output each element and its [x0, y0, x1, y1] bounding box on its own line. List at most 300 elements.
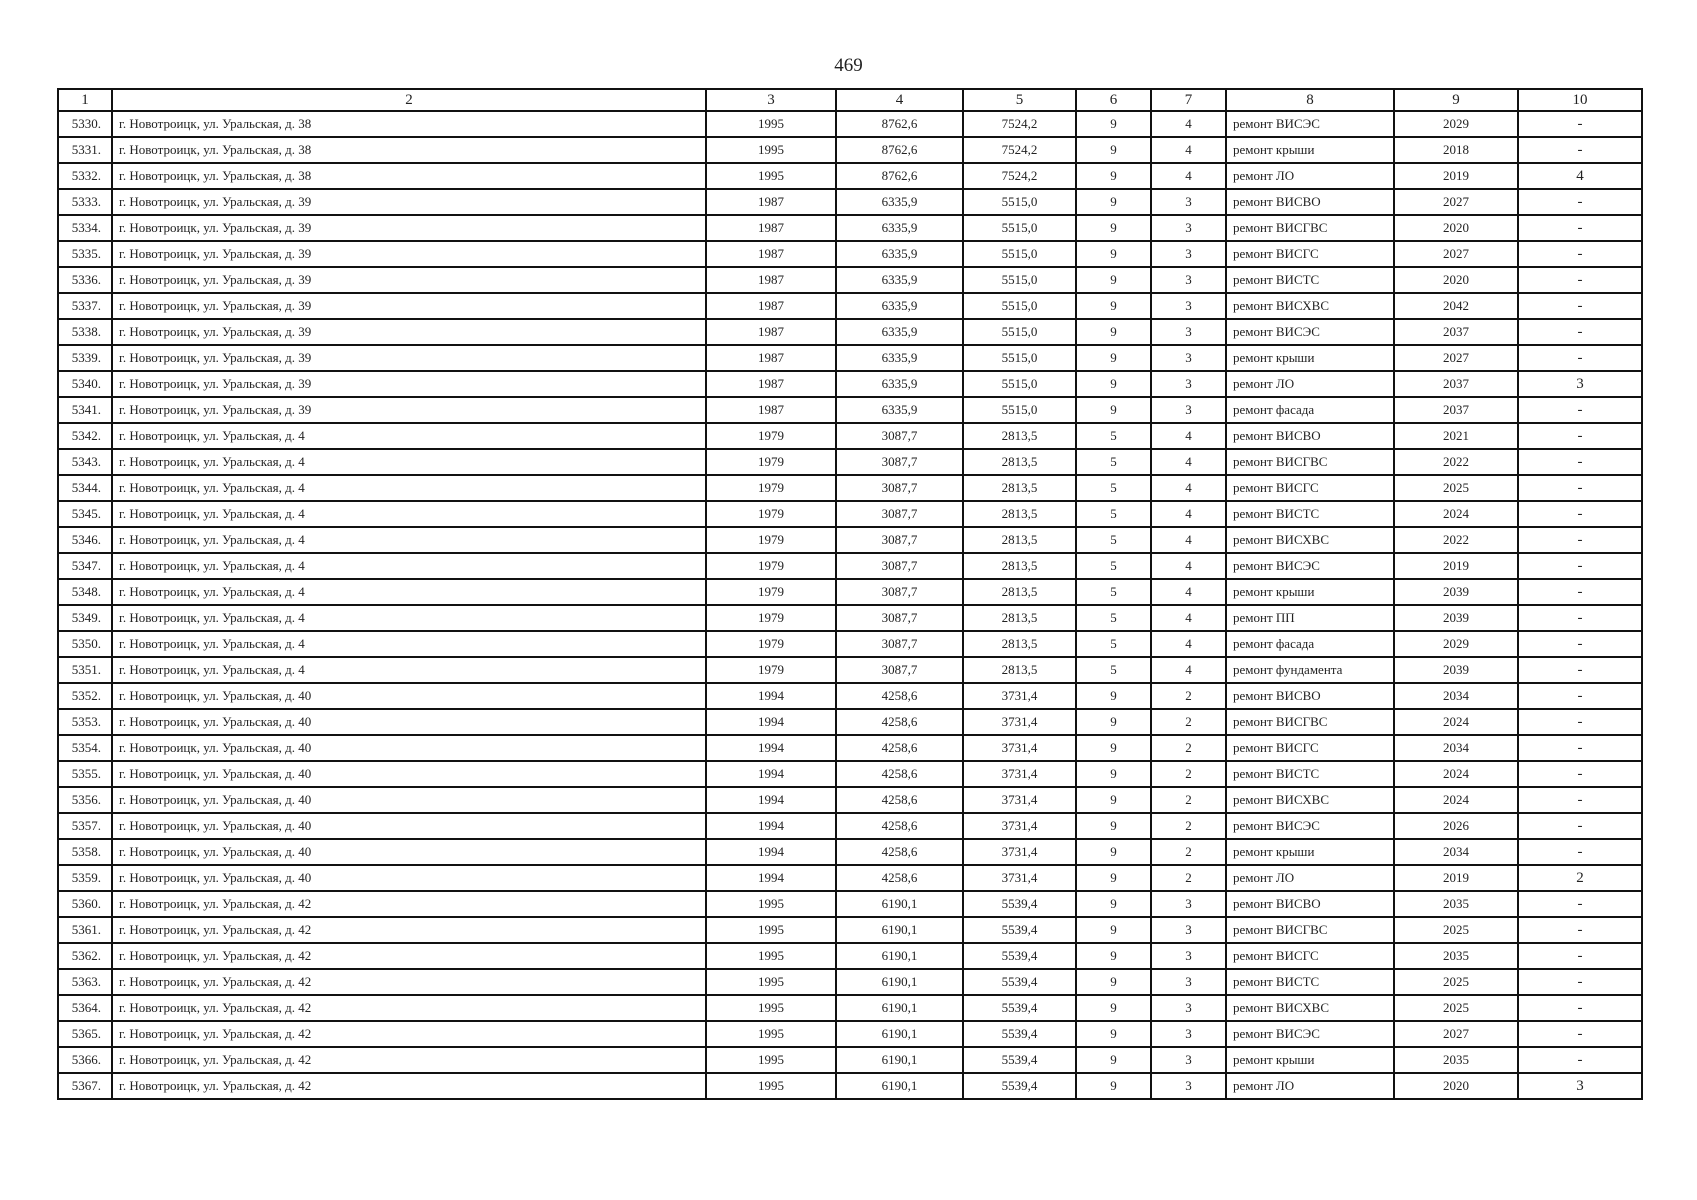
- planned-year-cell: 2024: [1394, 787, 1518, 813]
- floors-cell: 9: [1076, 241, 1151, 267]
- total-area-cell: 6190,1: [836, 1021, 963, 1047]
- floors-cell: 5: [1076, 501, 1151, 527]
- floors-cell: 9: [1076, 813, 1151, 839]
- count-cell: -: [1518, 189, 1642, 215]
- living-area-cell: 5539,4: [963, 891, 1076, 917]
- entrances-cell: 3: [1151, 241, 1226, 267]
- count-cell: -: [1518, 1047, 1642, 1073]
- planned-year-cell: 2022: [1394, 527, 1518, 553]
- living-area-cell: 2813,5: [963, 657, 1076, 683]
- table-row: [58, 345, 1642, 371]
- year-cell: 1979: [706, 475, 836, 501]
- table-row: [58, 761, 1642, 787]
- total-area-cell: 4258,6: [836, 787, 963, 813]
- year-cell: 1995: [706, 111, 836, 137]
- table-row: [58, 839, 1642, 865]
- floors-cell: 5: [1076, 657, 1151, 683]
- work-type-cell: ремонт ВИСЭС: [1226, 813, 1394, 839]
- entrances-cell: 3: [1151, 267, 1226, 293]
- entrances-cell: 4: [1151, 163, 1226, 189]
- row-number-cell: 5334.: [58, 215, 112, 241]
- entrances-cell: 3: [1151, 371, 1226, 397]
- column-header: 9: [1394, 89, 1518, 111]
- floors-cell: 9: [1076, 943, 1151, 969]
- total-area-cell: 6190,1: [836, 1073, 963, 1099]
- work-type-cell: ремонт ЛО: [1226, 1073, 1394, 1099]
- table-row: [58, 501, 1642, 527]
- table-row: [58, 371, 1642, 397]
- address-cell: г. Новотроицк, ул. Уральская, д. 42: [112, 1021, 706, 1047]
- floors-cell: 9: [1076, 267, 1151, 293]
- work-type-cell: ремонт фасада: [1226, 397, 1394, 423]
- table-row: [58, 995, 1642, 1021]
- address-cell: г. Новотроицк, ул. Уральская, д. 4: [112, 657, 706, 683]
- year-cell: 1994: [706, 839, 836, 865]
- year-cell: 1994: [706, 735, 836, 761]
- count-cell: -: [1518, 501, 1642, 527]
- total-area-cell: 6335,9: [836, 345, 963, 371]
- year-cell: 1994: [706, 709, 836, 735]
- work-type-cell: ремонт ВИСГВС: [1226, 215, 1394, 241]
- work-type-cell: ремонт ВИСЭС: [1226, 319, 1394, 345]
- row-number-cell: 5355.: [58, 761, 112, 787]
- total-area-cell: 4258,6: [836, 839, 963, 865]
- total-area-cell: 3087,7: [836, 657, 963, 683]
- work-type-cell: ремонт ВИСВО: [1226, 683, 1394, 709]
- address-cell: г. Новотроицк, ул. Уральская, д. 42: [112, 917, 706, 943]
- entrances-cell: 3: [1151, 397, 1226, 423]
- table-row: [58, 215, 1642, 241]
- living-area-cell: 2813,5: [963, 449, 1076, 475]
- planned-year-cell: 2037: [1394, 371, 1518, 397]
- year-cell: 1995: [706, 969, 836, 995]
- address-cell: г. Новотроицк, ул. Уральская, д. 39: [112, 371, 706, 397]
- page-number: 469: [834, 55, 863, 76]
- entrances-cell: 4: [1151, 111, 1226, 137]
- floors-cell: 9: [1076, 1073, 1151, 1099]
- count-cell: -: [1518, 423, 1642, 449]
- total-area-cell: 6190,1: [836, 891, 963, 917]
- row-number-cell: 5348.: [58, 579, 112, 605]
- row-number-cell: 5332.: [58, 163, 112, 189]
- total-area-cell: 6190,1: [836, 969, 963, 995]
- table-row: [58, 605, 1642, 631]
- living-area-cell: 5515,0: [963, 345, 1076, 371]
- address-cell: г. Новотроицк, ул. Уральская, д. 38: [112, 137, 706, 163]
- count-cell: -: [1518, 527, 1642, 553]
- floors-cell: 9: [1076, 371, 1151, 397]
- year-cell: 1979: [706, 449, 836, 475]
- entrances-cell: 4: [1151, 631, 1226, 657]
- planned-year-cell: 2024: [1394, 709, 1518, 735]
- row-number-cell: 5331.: [58, 137, 112, 163]
- year-cell: 1994: [706, 865, 836, 891]
- address-cell: г. Новотроицк, ул. Уральская, д. 42: [112, 1047, 706, 1073]
- year-cell: 1979: [706, 501, 836, 527]
- table-row: [58, 111, 1642, 137]
- entrances-cell: 3: [1151, 293, 1226, 319]
- planned-year-cell: 2037: [1394, 397, 1518, 423]
- year-cell: 1987: [706, 319, 836, 345]
- work-type-cell: ремонт ЛО: [1226, 163, 1394, 189]
- entrances-cell: 4: [1151, 449, 1226, 475]
- planned-year-cell: 2019: [1394, 865, 1518, 891]
- entrances-cell: 3: [1151, 215, 1226, 241]
- work-type-cell: ремонт ВИСХВС: [1226, 527, 1394, 553]
- row-number-cell: 5346.: [58, 527, 112, 553]
- year-cell: 1979: [706, 657, 836, 683]
- entrances-cell: 4: [1151, 137, 1226, 163]
- table-row: [58, 293, 1642, 319]
- row-number-cell: 5340.: [58, 371, 112, 397]
- year-cell: 1987: [706, 397, 836, 423]
- total-area-cell: 4258,6: [836, 761, 963, 787]
- table-row: [58, 189, 1642, 215]
- work-type-cell: ремонт ВИСЭС: [1226, 111, 1394, 137]
- table-row: [58, 553, 1642, 579]
- row-number-cell: 5363.: [58, 969, 112, 995]
- count-cell: -: [1518, 657, 1642, 683]
- floors-cell: 9: [1076, 293, 1151, 319]
- year-cell: 1979: [706, 423, 836, 449]
- floors-cell: 9: [1076, 397, 1151, 423]
- living-area-cell: 5539,4: [963, 1047, 1076, 1073]
- row-number-cell: 5353.: [58, 709, 112, 735]
- floors-cell: 5: [1076, 449, 1151, 475]
- year-cell: 1995: [706, 891, 836, 917]
- total-area-cell: 8762,6: [836, 163, 963, 189]
- living-area-cell: 5539,4: [963, 995, 1076, 1021]
- address-cell: г. Новотроицк, ул. Уральская, д. 38: [112, 163, 706, 189]
- work-type-cell: ремонт фасада: [1226, 631, 1394, 657]
- year-cell: 1995: [706, 163, 836, 189]
- column-header: 4: [836, 89, 963, 111]
- planned-year-cell: 2020: [1394, 267, 1518, 293]
- year-cell: 1995: [706, 995, 836, 1021]
- address-cell: г. Новотроицк, ул. Уральская, д. 4: [112, 501, 706, 527]
- table-row: [58, 163, 1642, 189]
- work-type-cell: ремонт ВИСВО: [1226, 189, 1394, 215]
- living-area-cell: 2813,5: [963, 631, 1076, 657]
- year-cell: 1995: [706, 1073, 836, 1099]
- count-cell: -: [1518, 267, 1642, 293]
- count-cell: -: [1518, 397, 1642, 423]
- row-number-cell: 5339.: [58, 345, 112, 371]
- year-cell: 1979: [706, 605, 836, 631]
- entrances-cell: 2: [1151, 735, 1226, 761]
- planned-year-cell: 2034: [1394, 735, 1518, 761]
- total-area-cell: 4258,6: [836, 865, 963, 891]
- living-area-cell: 2813,5: [963, 605, 1076, 631]
- address-cell: г. Новотроицк, ул. Уральская, д. 4: [112, 423, 706, 449]
- entrances-cell: 2: [1151, 709, 1226, 735]
- count-cell: -: [1518, 735, 1642, 761]
- table-row: [58, 137, 1642, 163]
- work-type-cell: ремонт ВИСТС: [1226, 761, 1394, 787]
- column-header: 1: [58, 89, 112, 111]
- address-cell: г. Новотроицк, ул. Уральская, д. 42: [112, 891, 706, 917]
- address-cell: г. Новотроицк, ул. Уральская, д. 40: [112, 787, 706, 813]
- living-area-cell: 5515,0: [963, 241, 1076, 267]
- table-row: [58, 1047, 1642, 1073]
- living-area-cell: 3731,4: [963, 709, 1076, 735]
- year-cell: 1987: [706, 267, 836, 293]
- count-cell: -: [1518, 579, 1642, 605]
- row-number-cell: 5360.: [58, 891, 112, 917]
- year-cell: 1994: [706, 761, 836, 787]
- year-cell: 1987: [706, 371, 836, 397]
- entrances-cell: 2: [1151, 761, 1226, 787]
- address-cell: г. Новотроицк, ул. Уральская, д. 40: [112, 761, 706, 787]
- count-cell: -: [1518, 449, 1642, 475]
- total-area-cell: 6335,9: [836, 371, 963, 397]
- total-area-cell: 6190,1: [836, 995, 963, 1021]
- year-cell: 1979: [706, 553, 836, 579]
- planned-year-cell: 2020: [1394, 1073, 1518, 1099]
- total-area-cell: 6190,1: [836, 1047, 963, 1073]
- total-area-cell: 3087,7: [836, 527, 963, 553]
- work-type-cell: ремонт ВИСХВС: [1226, 787, 1394, 813]
- living-area-cell: 3731,4: [963, 683, 1076, 709]
- entrances-cell: 2: [1151, 865, 1226, 891]
- floors-cell: 9: [1076, 1047, 1151, 1073]
- address-cell: г. Новотроицк, ул. Уральская, д. 39: [112, 345, 706, 371]
- table-row: [58, 1073, 1642, 1099]
- work-type-cell: ремонт ВИСГС: [1226, 943, 1394, 969]
- repair-schedule-table: [57, 88, 1643, 1100]
- total-area-cell: 3087,7: [836, 631, 963, 657]
- count-cell: -: [1518, 813, 1642, 839]
- floors-cell: 9: [1076, 761, 1151, 787]
- row-number-cell: 5350.: [58, 631, 112, 657]
- count-cell: -: [1518, 917, 1642, 943]
- row-number-cell: 5342.: [58, 423, 112, 449]
- total-area-cell: 3087,7: [836, 449, 963, 475]
- planned-year-cell: 2035: [1394, 1047, 1518, 1073]
- total-area-cell: 6335,9: [836, 267, 963, 293]
- count-cell: -: [1518, 319, 1642, 345]
- total-area-cell: 6335,9: [836, 215, 963, 241]
- count-cell: -: [1518, 891, 1642, 917]
- entrances-cell: 3: [1151, 1047, 1226, 1073]
- table-row: [58, 657, 1642, 683]
- living-area-cell: 5539,4: [963, 943, 1076, 969]
- table-row: [58, 527, 1642, 553]
- planned-year-cell: 2027: [1394, 241, 1518, 267]
- address-cell: г. Новотроицк, ул. Уральская, д. 40: [112, 683, 706, 709]
- total-area-cell: 3087,7: [836, 605, 963, 631]
- work-type-cell: ремонт крыши: [1226, 137, 1394, 163]
- living-area-cell: 5515,0: [963, 293, 1076, 319]
- living-area-cell: 7524,2: [963, 137, 1076, 163]
- address-cell: г. Новотроицк, ул. Уральская, д. 39: [112, 293, 706, 319]
- address-cell: г. Новотроицк, ул. Уральская, д. 40: [112, 735, 706, 761]
- row-number-cell: 5351.: [58, 657, 112, 683]
- planned-year-cell: 2026: [1394, 813, 1518, 839]
- address-cell: г. Новотроицк, ул. Уральская, д. 39: [112, 267, 706, 293]
- entrances-cell: 4: [1151, 501, 1226, 527]
- floors-cell: 5: [1076, 553, 1151, 579]
- count-cell: -: [1518, 215, 1642, 241]
- work-type-cell: ремонт ВИСГВС: [1226, 449, 1394, 475]
- address-cell: г. Новотроицк, ул. Уральская, д. 38: [112, 111, 706, 137]
- year-cell: 1995: [706, 1021, 836, 1047]
- year-cell: 1987: [706, 189, 836, 215]
- year-cell: 1994: [706, 813, 836, 839]
- year-cell: 1995: [706, 1047, 836, 1073]
- floors-cell: 5: [1076, 631, 1151, 657]
- row-number-cell: 5357.: [58, 813, 112, 839]
- planned-year-cell: 2027: [1394, 1021, 1518, 1047]
- table-row: [58, 813, 1642, 839]
- entrances-cell: 3: [1151, 943, 1226, 969]
- table-row: [58, 865, 1642, 891]
- total-area-cell: 3087,7: [836, 501, 963, 527]
- living-area-cell: 2813,5: [963, 423, 1076, 449]
- year-cell: 1987: [706, 215, 836, 241]
- total-area-cell: 3087,7: [836, 579, 963, 605]
- living-area-cell: 3731,4: [963, 813, 1076, 839]
- address-cell: г. Новотроицк, ул. Уральская, д. 42: [112, 995, 706, 1021]
- row-number-cell: 5343.: [58, 449, 112, 475]
- address-cell: г. Новотроицк, ул. Уральская, д. 40: [112, 813, 706, 839]
- entrances-cell: 2: [1151, 839, 1226, 865]
- table-row: [58, 267, 1642, 293]
- year-cell: 1994: [706, 787, 836, 813]
- count-cell: -: [1518, 475, 1642, 501]
- floors-cell: 5: [1076, 527, 1151, 553]
- planned-year-cell: 2022: [1394, 449, 1518, 475]
- address-cell: г. Новотроицк, ул. Уральская, д. 4: [112, 579, 706, 605]
- row-number-cell: 5345.: [58, 501, 112, 527]
- floors-cell: 9: [1076, 891, 1151, 917]
- entrances-cell: 2: [1151, 787, 1226, 813]
- row-number-cell: 5344.: [58, 475, 112, 501]
- column-header: 5: [963, 89, 1076, 111]
- planned-year-cell: 2037: [1394, 319, 1518, 345]
- year-cell: 1979: [706, 527, 836, 553]
- count-cell: -: [1518, 631, 1642, 657]
- row-number-cell: 5354.: [58, 735, 112, 761]
- living-area-cell: 5539,4: [963, 1021, 1076, 1047]
- work-type-cell: ремонт фундамента: [1226, 657, 1394, 683]
- address-cell: г. Новотроицк, ул. Уральская, д. 4: [112, 475, 706, 501]
- column-header: 10: [1518, 89, 1642, 111]
- row-number-cell: 5333.: [58, 189, 112, 215]
- address-cell: г. Новотроицк, ул. Уральская, д. 4: [112, 449, 706, 475]
- living-area-cell: 7524,2: [963, 163, 1076, 189]
- work-type-cell: ремонт ЛО: [1226, 865, 1394, 891]
- column-header: 3: [706, 89, 836, 111]
- total-area-cell: 4258,6: [836, 813, 963, 839]
- work-type-cell: ремонт ВИСГВС: [1226, 709, 1394, 735]
- address-cell: г. Новотроицк, ул. Уральская, д. 39: [112, 189, 706, 215]
- address-cell: г. Новотроицк, ул. Уральская, д. 39: [112, 319, 706, 345]
- row-number-cell: 5367.: [58, 1073, 112, 1099]
- address-cell: г. Новотроицк, ул. Уральская, д. 4: [112, 553, 706, 579]
- year-cell: 1987: [706, 241, 836, 267]
- work-type-cell: ремонт ВИСГС: [1226, 241, 1394, 267]
- count-cell: -: [1518, 683, 1642, 709]
- count-cell: -: [1518, 345, 1642, 371]
- work-type-cell: ремонт ВИСТС: [1226, 267, 1394, 293]
- planned-year-cell: 2039: [1394, 657, 1518, 683]
- entrances-cell: 3: [1151, 969, 1226, 995]
- entrances-cell: 4: [1151, 553, 1226, 579]
- work-type-cell: ремонт ВИСЭС: [1226, 553, 1394, 579]
- count-cell: 2: [1518, 865, 1642, 891]
- work-type-cell: ремонт ВИСЭС: [1226, 1021, 1394, 1047]
- address-cell: г. Новотроицк, ул. Уральская, д. 40: [112, 709, 706, 735]
- entrances-cell: 4: [1151, 423, 1226, 449]
- row-number-cell: 5335.: [58, 241, 112, 267]
- planned-year-cell: 2021: [1394, 423, 1518, 449]
- year-cell: 1979: [706, 579, 836, 605]
- work-type-cell: ремонт ВИСВО: [1226, 423, 1394, 449]
- floors-cell: 9: [1076, 969, 1151, 995]
- year-cell: 1987: [706, 293, 836, 319]
- floors-cell: 9: [1076, 865, 1151, 891]
- row-number-cell: 5341.: [58, 397, 112, 423]
- work-type-cell: ремонт ПП: [1226, 605, 1394, 631]
- column-header: 8: [1226, 89, 1394, 111]
- total-area-cell: 3087,7: [836, 553, 963, 579]
- work-type-cell: ремонт ВИСГС: [1226, 735, 1394, 761]
- floors-cell: 9: [1076, 787, 1151, 813]
- row-number-cell: 5356.: [58, 787, 112, 813]
- year-cell: 1987: [706, 345, 836, 371]
- floors-cell: 5: [1076, 475, 1151, 501]
- total-area-cell: 8762,6: [836, 111, 963, 137]
- total-area-cell: 6335,9: [836, 293, 963, 319]
- table-row: [58, 631, 1642, 657]
- table-row: [58, 397, 1642, 423]
- entrances-cell: 3: [1151, 995, 1226, 1021]
- table-row: [58, 449, 1642, 475]
- planned-year-cell: 2025: [1394, 969, 1518, 995]
- count-cell: -: [1518, 553, 1642, 579]
- planned-year-cell: 2042: [1394, 293, 1518, 319]
- row-number-cell: 5330.: [58, 111, 112, 137]
- floors-cell: 9: [1076, 683, 1151, 709]
- entrances-cell: 4: [1151, 579, 1226, 605]
- table-row: [58, 969, 1642, 995]
- work-type-cell: ремонт крыши: [1226, 1047, 1394, 1073]
- planned-year-cell: 2019: [1394, 553, 1518, 579]
- address-cell: г. Новотроицк, ул. Уральская, д. 42: [112, 969, 706, 995]
- row-number-cell: 5365.: [58, 1021, 112, 1047]
- floors-cell: 5: [1076, 579, 1151, 605]
- count-cell: 4: [1518, 163, 1642, 189]
- table-row: [58, 319, 1642, 345]
- entrances-cell: 4: [1151, 527, 1226, 553]
- column-header: 2: [112, 89, 706, 111]
- entrances-cell: 3: [1151, 345, 1226, 371]
- table-header-row: [58, 89, 1642, 111]
- row-number-cell: 5359.: [58, 865, 112, 891]
- living-area-cell: 5515,0: [963, 267, 1076, 293]
- planned-year-cell: 2027: [1394, 189, 1518, 215]
- address-cell: г. Новотроицк, ул. Уральская, д. 39: [112, 397, 706, 423]
- work-type-cell: ремонт ВИСТС: [1226, 969, 1394, 995]
- living-area-cell: 5515,0: [963, 215, 1076, 241]
- row-number-cell: 5362.: [58, 943, 112, 969]
- floors-cell: 9: [1076, 345, 1151, 371]
- count-cell: -: [1518, 969, 1642, 995]
- total-area-cell: 6190,1: [836, 917, 963, 943]
- living-area-cell: 5515,0: [963, 319, 1076, 345]
- table-row: [58, 241, 1642, 267]
